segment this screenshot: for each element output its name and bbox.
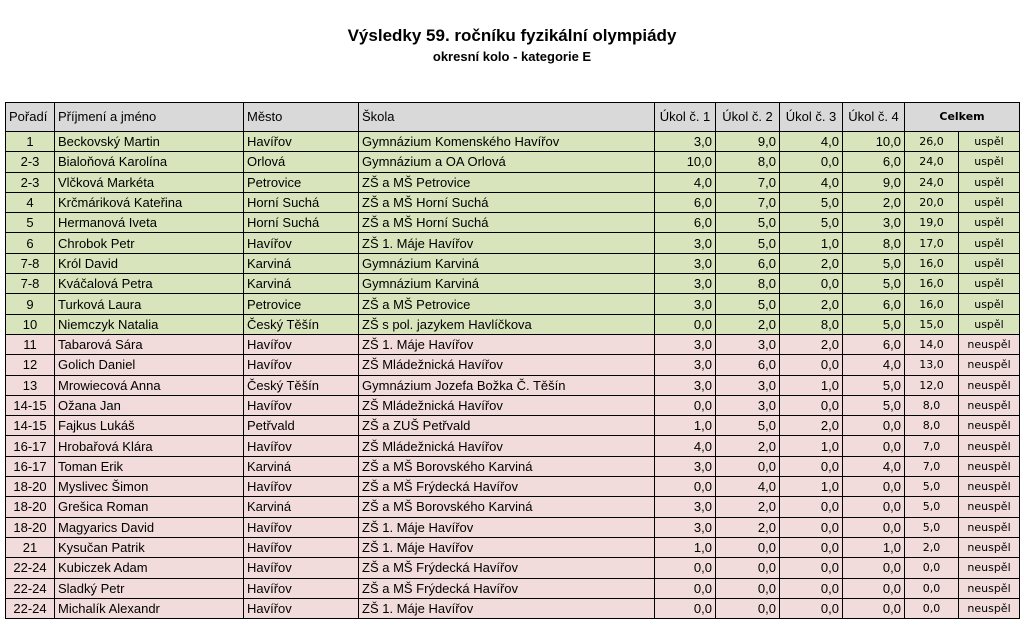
cell-city: Havířov bbox=[244, 395, 359, 415]
cell-name: Kysučan Patrik bbox=[55, 537, 244, 557]
cell-status: neuspěl bbox=[959, 537, 1020, 557]
cell-school: ZŠ a MŠ Borovského Karviná bbox=[359, 456, 655, 476]
cell-total: 5,0 bbox=[905, 497, 959, 517]
cell-task-1: 3,0 bbox=[655, 334, 716, 354]
table-row bbox=[6, 598, 1020, 618]
cell-task-2: 7,0 bbox=[716, 172, 780, 192]
cell-task-3: 4,0 bbox=[780, 172, 843, 192]
cell-rank: 9 bbox=[6, 294, 55, 314]
document-subtitle: okresní kolo - kategorie E bbox=[432, 49, 592, 64]
cell-task-1: 0,0 bbox=[655, 598, 716, 618]
cell-city: Orlová bbox=[244, 152, 359, 172]
cell-status: uspěl bbox=[959, 274, 1020, 294]
cell-task-1: 3,0 bbox=[655, 233, 716, 253]
cell-status: neuspěl bbox=[959, 517, 1020, 537]
cell-rank: 7-8 bbox=[6, 253, 55, 273]
cell-task-1: 6,0 bbox=[655, 192, 716, 212]
cell-name: Myslivec Šimon bbox=[55, 477, 244, 497]
cell-city: Havířov bbox=[244, 355, 359, 375]
cell-rank: 22-24 bbox=[6, 558, 55, 578]
cell-school: Gymnázium Komenského Havířov bbox=[359, 132, 655, 152]
cell-status: neuspěl bbox=[959, 558, 1020, 578]
cell-total: 24,0 bbox=[905, 172, 959, 192]
cell-status: uspěl bbox=[959, 213, 1020, 233]
cell-status: uspěl bbox=[959, 192, 1020, 212]
cell-rank: 13 bbox=[6, 375, 55, 395]
cell-task-2: 4,0 bbox=[716, 477, 780, 497]
header-rank: Pořadí bbox=[6, 103, 55, 132]
cell-task-2: 5,0 bbox=[716, 233, 780, 253]
cell-task-4: 5,0 bbox=[843, 253, 905, 273]
cell-city: Havířov bbox=[244, 477, 359, 497]
header-name: Příjmení a jméno bbox=[55, 103, 244, 132]
cell-total: 16,0 bbox=[905, 294, 959, 314]
cell-task-2: 5,0 bbox=[716, 213, 780, 233]
cell-total: 7,0 bbox=[905, 436, 959, 456]
cell-school: ZŠ a MŠ Frýdecká Havířov bbox=[359, 578, 655, 598]
cell-name: Krčmáriková Kateřina bbox=[55, 192, 244, 212]
cell-status: neuspěl bbox=[959, 334, 1020, 354]
table-row bbox=[6, 517, 1020, 537]
cell-rank: 1 bbox=[6, 132, 55, 152]
cell-task-4: 6,0 bbox=[843, 152, 905, 172]
cell-school: ZŠ a MŠ Petrovice bbox=[359, 294, 655, 314]
cell-status: neuspěl bbox=[959, 355, 1020, 375]
cell-name: Magyarics David bbox=[55, 517, 244, 537]
cell-city: Horní Suchá bbox=[244, 213, 359, 233]
cell-task-1: 3,0 bbox=[655, 274, 716, 294]
header-school: Škola bbox=[359, 103, 655, 132]
cell-task-2: 2,0 bbox=[716, 436, 780, 456]
cell-total: 26,0 bbox=[905, 132, 959, 152]
cell-school: ZŠ a MŠ Horní Suchá bbox=[359, 192, 655, 212]
cell-task-3: 0,0 bbox=[780, 456, 843, 476]
cell-task-2: 0,0 bbox=[716, 598, 780, 618]
cell-task-3: 0,0 bbox=[780, 152, 843, 172]
cell-rank: 2-3 bbox=[6, 152, 55, 172]
cell-task-4: 0,0 bbox=[843, 497, 905, 517]
table-row bbox=[6, 436, 1020, 456]
cell-status: uspěl bbox=[959, 314, 1020, 334]
cell-status: neuspěl bbox=[959, 578, 1020, 598]
cell-name: Golich Daniel bbox=[55, 355, 244, 375]
cell-rank: 18-20 bbox=[6, 477, 55, 497]
cell-task-4: 10,0 bbox=[843, 132, 905, 152]
header-row bbox=[6, 103, 1020, 132]
cell-city: Havířov bbox=[244, 537, 359, 557]
cell-task-1: 1,0 bbox=[655, 537, 716, 557]
cell-task-3: 4,0 bbox=[780, 132, 843, 152]
cell-task-3: 5,0 bbox=[780, 213, 843, 233]
cell-task-2: 8,0 bbox=[716, 274, 780, 294]
table-row bbox=[6, 213, 1020, 233]
cell-city: Petrovice bbox=[244, 172, 359, 192]
cell-total: 2,0 bbox=[905, 537, 959, 557]
cell-task-1: 6,0 bbox=[655, 213, 716, 233]
cell-city: Horní Suchá bbox=[244, 192, 359, 212]
header-task-2: Úkol č. 2 bbox=[716, 103, 780, 132]
cell-task-4: 0,0 bbox=[843, 416, 905, 436]
cell-name: Król David bbox=[55, 253, 244, 273]
cell-rank: 18-20 bbox=[6, 517, 55, 537]
cell-status: neuspěl bbox=[959, 456, 1020, 476]
cell-task-1: 0,0 bbox=[655, 395, 716, 415]
cell-city: Karviná bbox=[244, 274, 359, 294]
cell-total: 20,0 bbox=[905, 192, 959, 212]
cell-status: neuspěl bbox=[959, 375, 1020, 395]
cell-task-4: 5,0 bbox=[843, 395, 905, 415]
table-row bbox=[6, 192, 1020, 212]
header-city: Město bbox=[244, 103, 359, 132]
cell-rank: 22-24 bbox=[6, 578, 55, 598]
cell-task-4: 3,0 bbox=[843, 213, 905, 233]
header-total: Celkem bbox=[905, 103, 1020, 132]
cell-task-2: 5,0 bbox=[716, 294, 780, 314]
cell-task-3: 0,0 bbox=[780, 578, 843, 598]
cell-task-3: 1,0 bbox=[780, 233, 843, 253]
cell-task-2: 8,0 bbox=[716, 152, 780, 172]
cell-status: uspěl bbox=[959, 152, 1020, 172]
header-task-4: Úkol č. 4 bbox=[843, 103, 905, 132]
table-row bbox=[6, 294, 1020, 314]
cell-rank: 11 bbox=[6, 334, 55, 354]
cell-total: 5,0 bbox=[905, 477, 959, 497]
cell-rank: 22-24 bbox=[6, 598, 55, 618]
cell-task-2: 3,0 bbox=[716, 334, 780, 354]
cell-city: Petrovice bbox=[244, 294, 359, 314]
table-row bbox=[6, 253, 1020, 273]
table-row bbox=[6, 334, 1020, 354]
cell-status: neuspěl bbox=[959, 395, 1020, 415]
cell-rank: 7-8 bbox=[6, 274, 55, 294]
cell-task-3: 0,0 bbox=[780, 355, 843, 375]
cell-status: neuspěl bbox=[959, 416, 1020, 436]
cell-task-4: 5,0 bbox=[843, 314, 905, 334]
cell-school: ZŠ Mládežnická Havířov bbox=[359, 355, 655, 375]
table-row bbox=[6, 395, 1020, 415]
cell-name: Hermanová Iveta bbox=[55, 213, 244, 233]
cell-task-2: 2,0 bbox=[716, 517, 780, 537]
cell-task-4: 0,0 bbox=[843, 598, 905, 618]
header-task-1: Úkol č. 1 bbox=[655, 103, 716, 132]
header-task-3: Úkol č. 3 bbox=[780, 103, 843, 132]
cell-school: Gymnázium a OA Orlová bbox=[359, 152, 655, 172]
cell-school: ZŠ a MŠ Petrovice bbox=[359, 172, 655, 192]
cell-task-3: 0,0 bbox=[780, 517, 843, 537]
cell-total: 24,0 bbox=[905, 152, 959, 172]
cell-rank: 14-15 bbox=[6, 395, 55, 415]
table-row bbox=[6, 132, 1020, 152]
cell-school: ZŠ Mládežnická Havířov bbox=[359, 395, 655, 415]
cell-task-2: 9,0 bbox=[716, 132, 780, 152]
cell-city: Havířov bbox=[244, 598, 359, 618]
cell-name: Kváčalová Petra bbox=[55, 274, 244, 294]
table-row bbox=[6, 375, 1020, 395]
cell-task-4: 1,0 bbox=[843, 537, 905, 557]
cell-task-1: 3,0 bbox=[655, 132, 716, 152]
cell-total: 8,0 bbox=[905, 416, 959, 436]
cell-task-1: 1,0 bbox=[655, 416, 716, 436]
cell-city: Karviná bbox=[244, 253, 359, 273]
cell-task-2: 6,0 bbox=[716, 355, 780, 375]
cell-task-3: 0,0 bbox=[780, 558, 843, 578]
cell-rank: 18-20 bbox=[6, 497, 55, 517]
cell-rank: 16-17 bbox=[6, 436, 55, 456]
cell-school: ZŠ a MŠ Frýdecká Havířov bbox=[359, 558, 655, 578]
table-row bbox=[6, 456, 1020, 476]
cell-rank: 10 bbox=[6, 314, 55, 334]
cell-total: 17,0 bbox=[905, 233, 959, 253]
cell-name: Kubiczek Adam bbox=[55, 558, 244, 578]
cell-school: ZŠ 1. Máje Havířov bbox=[359, 233, 655, 253]
cell-status: neuspěl bbox=[959, 598, 1020, 618]
cell-task-3: 5,0 bbox=[780, 192, 843, 212]
cell-school: ZŠ a MŠ Borovského Karviná bbox=[359, 497, 655, 517]
cell-name: Turková Laura bbox=[55, 294, 244, 314]
table-row bbox=[6, 274, 1020, 294]
cell-status: uspěl bbox=[959, 253, 1020, 273]
cell-city: Český Těšín bbox=[244, 314, 359, 334]
cell-task-4: 0,0 bbox=[843, 558, 905, 578]
cell-city: Petřvald bbox=[244, 416, 359, 436]
cell-total: 15,0 bbox=[905, 314, 959, 334]
cell-rank: 21 bbox=[6, 537, 55, 557]
cell-task-4: 0,0 bbox=[843, 578, 905, 598]
cell-rank: 14-15 bbox=[6, 416, 55, 436]
cell-total: 7,0 bbox=[905, 456, 959, 476]
cell-rank: 6 bbox=[6, 233, 55, 253]
table-row bbox=[6, 477, 1020, 497]
cell-status: uspěl bbox=[959, 294, 1020, 314]
table-row bbox=[6, 172, 1020, 192]
table-row bbox=[6, 314, 1020, 334]
cell-task-1: 3,0 bbox=[655, 456, 716, 476]
cell-name: Grešica Roman bbox=[55, 497, 244, 517]
cell-task-4: 2,0 bbox=[843, 192, 905, 212]
cell-school: ZŠ Mládežnická Havířov bbox=[359, 436, 655, 456]
cell-task-4: 0,0 bbox=[843, 477, 905, 497]
cell-name: Chrobok Petr bbox=[55, 233, 244, 253]
cell-task-4: 8,0 bbox=[843, 233, 905, 253]
cell-school: ZŠ a MŠ Frýdecká Havířov bbox=[359, 477, 655, 497]
table-row bbox=[6, 233, 1020, 253]
cell-total: 8,0 bbox=[905, 395, 959, 415]
cell-total: 13,0 bbox=[905, 355, 959, 375]
cell-task-4: 9,0 bbox=[843, 172, 905, 192]
cell-task-1: 10,0 bbox=[655, 152, 716, 172]
cell-task-4: 0,0 bbox=[843, 517, 905, 537]
cell-task-3: 1,0 bbox=[780, 375, 843, 395]
cell-city: Havířov bbox=[244, 132, 359, 152]
cell-school: Gymnázium Karviná bbox=[359, 253, 655, 273]
cell-school: ZŠ s pol. jazykem Havlíčkova bbox=[359, 314, 655, 334]
cell-task-1: 3,0 bbox=[655, 375, 716, 395]
cell-name: Mrowiecová Anna bbox=[55, 375, 244, 395]
cell-school: ZŠ 1. Máje Havířov bbox=[359, 537, 655, 557]
cell-task-4: 4,0 bbox=[843, 355, 905, 375]
cell-total: 14,0 bbox=[905, 334, 959, 354]
cell-name: Ožana Jan bbox=[55, 395, 244, 415]
cell-city: Karviná bbox=[244, 497, 359, 517]
cell-school: ZŠ 1. Máje Havířov bbox=[359, 517, 655, 537]
cell-name: Vlčková Markéta bbox=[55, 172, 244, 192]
cell-total: 5,0 bbox=[905, 517, 959, 537]
cell-task-1: 0,0 bbox=[655, 314, 716, 334]
table-row bbox=[6, 537, 1020, 557]
cell-name: Sladký Petr bbox=[55, 578, 244, 598]
table-row bbox=[6, 152, 1020, 172]
cell-task-3: 1,0 bbox=[780, 436, 843, 456]
cell-task-4: 5,0 bbox=[843, 274, 905, 294]
cell-task-1: 0,0 bbox=[655, 558, 716, 578]
cell-task-2: 6,0 bbox=[716, 253, 780, 273]
cell-task-3: 2,0 bbox=[780, 294, 843, 314]
table-row bbox=[6, 416, 1020, 436]
cell-task-1: 4,0 bbox=[655, 172, 716, 192]
cell-task-4: 4,0 bbox=[843, 456, 905, 476]
document-title: Výsledky 59. ročníku fyzikální olympiády bbox=[347, 26, 677, 45]
cell-task-2: 0,0 bbox=[716, 456, 780, 476]
cell-task-1: 3,0 bbox=[655, 355, 716, 375]
cell-name: Tabarová Sára bbox=[55, 334, 244, 354]
cell-rank: 5 bbox=[6, 213, 55, 233]
cell-status: uspěl bbox=[959, 172, 1020, 192]
cell-school: ZŠ 1. Máje Havířov bbox=[359, 598, 655, 618]
cell-rank: 16-17 bbox=[6, 456, 55, 476]
cell-task-2: 2,0 bbox=[716, 314, 780, 334]
cell-task-1: 3,0 bbox=[655, 517, 716, 537]
cell-status: uspěl bbox=[959, 233, 1020, 253]
cell-total: 0,0 bbox=[905, 578, 959, 598]
cell-task-3: 2,0 bbox=[780, 253, 843, 273]
cell-total: 16,0 bbox=[905, 274, 959, 294]
cell-task-4: 5,0 bbox=[843, 375, 905, 395]
cell-city: Havířov bbox=[244, 558, 359, 578]
table-row bbox=[6, 558, 1020, 578]
cell-total: 12,0 bbox=[905, 375, 959, 395]
cell-name: Fajkus Lukáš bbox=[55, 416, 244, 436]
cell-total: 0,0 bbox=[905, 558, 959, 578]
results-body bbox=[6, 132, 1020, 619]
cell-rank: 12 bbox=[6, 355, 55, 375]
cell-city: Karviná bbox=[244, 456, 359, 476]
cell-total: 16,0 bbox=[905, 253, 959, 273]
cell-task-3: 1,0 bbox=[780, 477, 843, 497]
cell-city: Havířov bbox=[244, 517, 359, 537]
results-table bbox=[5, 102, 1020, 619]
cell-task-2: 2,0 bbox=[716, 497, 780, 517]
cell-name: Michalík Alexandr bbox=[55, 598, 244, 618]
cell-city: Havířov bbox=[244, 334, 359, 354]
cell-task-4: 6,0 bbox=[843, 334, 905, 354]
cell-task-1: 3,0 bbox=[655, 294, 716, 314]
cell-task-4: 6,0 bbox=[843, 294, 905, 314]
cell-city: Havířov bbox=[244, 578, 359, 598]
table-row bbox=[6, 497, 1020, 517]
cell-rank: 4 bbox=[6, 192, 55, 212]
cell-task-2: 7,0 bbox=[716, 192, 780, 212]
cell-task-3: 0,0 bbox=[780, 598, 843, 618]
cell-name: Beckovský Martin bbox=[55, 132, 244, 152]
cell-school: ZŠ 1. Máje Havířov bbox=[359, 334, 655, 354]
cell-task-1: 3,0 bbox=[655, 497, 716, 517]
cell-task-2: 3,0 bbox=[716, 395, 780, 415]
cell-name: Toman Erik bbox=[55, 456, 244, 476]
cell-task-4: 0,0 bbox=[843, 436, 905, 456]
table-row bbox=[6, 355, 1020, 375]
cell-city: Havířov bbox=[244, 436, 359, 456]
cell-school: ZŠ a MŠ Horní Suchá bbox=[359, 213, 655, 233]
table-row bbox=[6, 578, 1020, 598]
cell-status: neuspěl bbox=[959, 436, 1020, 456]
cell-task-1: 4,0 bbox=[655, 436, 716, 456]
cell-task-2: 3,0 bbox=[716, 375, 780, 395]
cell-task-3: 0,0 bbox=[780, 274, 843, 294]
cell-status: uspěl bbox=[959, 132, 1020, 152]
cell-task-2: 0,0 bbox=[716, 537, 780, 557]
cell-task-2: 0,0 bbox=[716, 558, 780, 578]
cell-status: neuspěl bbox=[959, 477, 1020, 497]
cell-city: Havířov bbox=[244, 233, 359, 253]
cell-total: 0,0 bbox=[905, 598, 959, 618]
cell-school: Gymnázium Karviná bbox=[359, 274, 655, 294]
cell-name: Bialoňová Karolína bbox=[55, 152, 244, 172]
cell-task-3: 2,0 bbox=[780, 416, 843, 436]
cell-rank: 2-3 bbox=[6, 172, 55, 192]
cell-task-3: 0,0 bbox=[780, 537, 843, 557]
cell-name: Niemczyk Natalia bbox=[55, 314, 244, 334]
cell-task-3: 0,0 bbox=[780, 395, 843, 415]
cell-task-1: 3,0 bbox=[655, 253, 716, 273]
cell-task-1: 0,0 bbox=[655, 578, 716, 598]
cell-task-3: 0,0 bbox=[780, 497, 843, 517]
cell-status: neuspěl bbox=[959, 497, 1020, 517]
cell-task-3: 8,0 bbox=[780, 314, 843, 334]
cell-city: Český Těšín bbox=[244, 375, 359, 395]
cell-task-2: 0,0 bbox=[716, 578, 780, 598]
cell-task-2: 5,0 bbox=[716, 416, 780, 436]
cell-total: 19,0 bbox=[905, 213, 959, 233]
cell-task-3: 2,0 bbox=[780, 334, 843, 354]
cell-school: Gymnázium Jozefa Božka Č. Těšín bbox=[359, 375, 655, 395]
cell-task-1: 0,0 bbox=[655, 477, 716, 497]
cell-name: Hrobařová Klára bbox=[55, 436, 244, 456]
cell-school: ZŠ a ZUŠ Petřvald bbox=[359, 416, 655, 436]
